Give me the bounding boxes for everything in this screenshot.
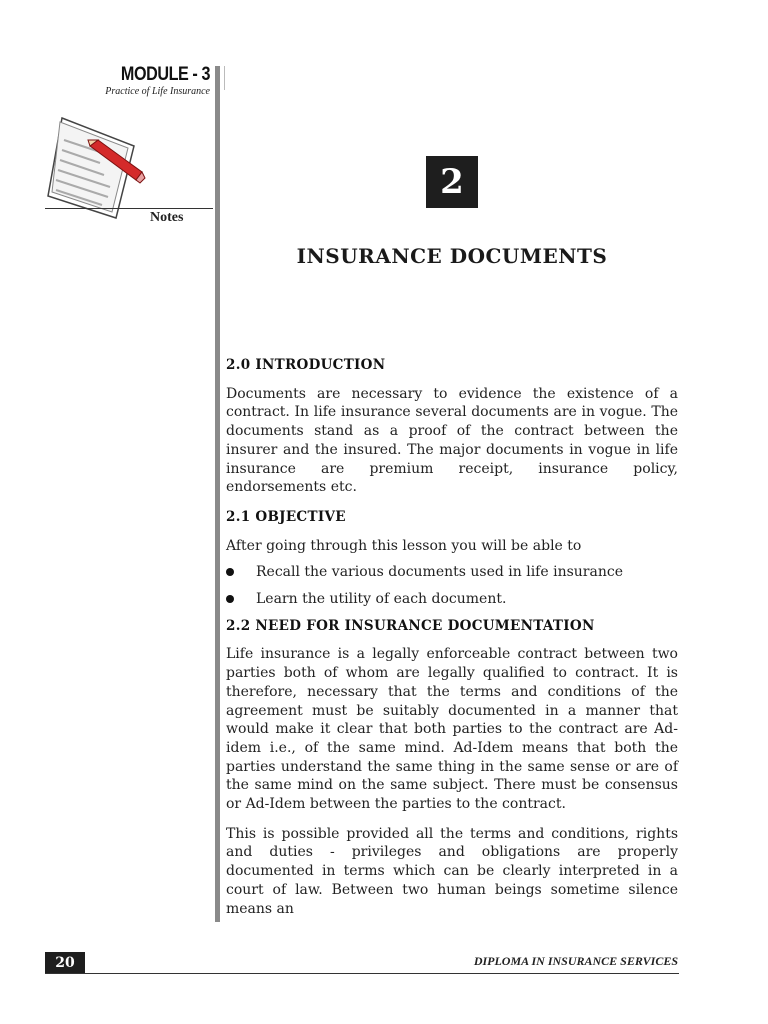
notes-label: Notes: [150, 210, 184, 225]
need-heading: 2.2 NEED FOR INSURANCE DOCUMENTATION: [226, 617, 595, 634]
need-paragraph-2: This is possible provided all the terms and conditions, rights and duties - privileges and obligations are properly documented in terms which can be clearly interpreted in a court of law. Between two human beings sometime silence means an: [226, 825, 678, 917]
module-title: MODULE - 3: [120, 64, 210, 85]
intro-paragraph: Documents are necessary to evidence the existence of a contract. In life insurance several documents are in vogue. The documents stand as a proof of the contract between the insurer and the insured. The major documents in vogue in life insurance are premium receipt, insurance policy, endorsements etc.: [226, 385, 678, 496]
course-title: DIPLOMA IN INSURANCE SERVICES: [473, 954, 678, 968]
objective-lead: After going through this lesson you will be able to: [226, 537, 582, 554]
list-item: Learn the utility of each document.: [226, 590, 678, 609]
objective-list: [226, 563, 678, 608]
list-item: Recall the various documents used in life insurance: [226, 563, 678, 582]
notes-divider: [45, 208, 213, 209]
objective-heading: 2.1 OBJECTIVE: [226, 508, 346, 525]
chapter-number-box: 2: [426, 156, 478, 208]
intro-heading: 2.0 INTRODUCTION: [226, 357, 386, 373]
main-content: [226, 356, 678, 929]
module-subtitle: Practice of Life Insurance: [105, 86, 210, 97]
need-paragraph-1: Life insurance is a legally enforceable contract between two parties both of whom are legally qualified to contract. It is therefore, necessary that the terms and conditions of the agreement must be suitably documented in a manner that would make it clear that both parties to the contract are Ad-idem i.e., of the same mind. Ad-Idem means that both the parties understand the same thing in the same sense or are of the same mind on the same subject. There must be consensus or Ad-Idem between the parties to the contract.: [226, 646, 678, 813]
page-number: 20: [45, 952, 85, 974]
bullet-icon: [226, 568, 234, 576]
chapter-title: INSURANCE DOCUMENTS: [296, 244, 608, 268]
margin-bar: [215, 66, 220, 922]
margin-bar-thin: [224, 66, 225, 90]
bullet-icon: [226, 595, 234, 603]
footer-rule: [45, 973, 679, 974]
